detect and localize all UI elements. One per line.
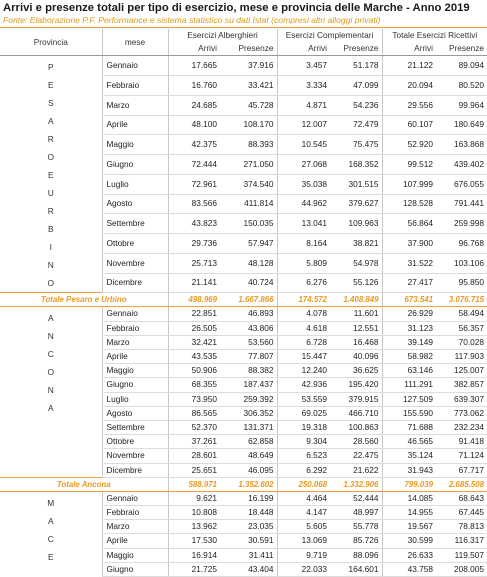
arrivi-cell: 3.457 [277, 56, 330, 76]
arrivi-cell: 16.914 [168, 548, 220, 562]
presenze-cell: 95.850 [436, 273, 487, 293]
presenze-cell: 58.494 [436, 307, 487, 321]
presenze-cell: 411.814 [220, 194, 277, 214]
arrivi-cell: 43.535 [168, 350, 220, 364]
month-cell: Agosto [102, 406, 168, 420]
arrivi-cell: 53.559 [277, 392, 330, 406]
arrivi-cell: 22.851 [168, 307, 220, 321]
presenze-cell: 131.371 [220, 421, 277, 435]
arrivi-cell: 12.007 [277, 115, 330, 135]
presenze-cell: 28.560 [330, 435, 382, 449]
presenze-cell: 30.591 [220, 534, 277, 548]
total-cell: 2.685.508 [436, 477, 487, 491]
presenze-cell: 89.094 [436, 56, 487, 76]
arrivi-cell: 155.590 [382, 406, 436, 420]
arrivi-cell: 37.261 [168, 435, 220, 449]
presenze-cell: 119.507 [436, 548, 487, 562]
month-cell: Agosto [102, 194, 168, 214]
presenze-cell: 108.170 [220, 115, 277, 135]
presenze-cell: 31.411 [220, 548, 277, 562]
presenze-cell: 40.096 [330, 350, 382, 364]
arrivi-cell: 35.038 [277, 174, 330, 194]
month-cell: Settembre [102, 421, 168, 435]
month-cell: Maggio [102, 548, 168, 562]
arrivi-cell: 27.417 [382, 273, 436, 293]
arrivi-cell: 43.823 [168, 214, 220, 234]
arrivi-cell: 4.464 [277, 491, 330, 505]
presenze-cell: 168.352 [330, 155, 382, 175]
presenze-cell: 43.806 [220, 321, 277, 335]
presenze-cell: 109.963 [330, 214, 382, 234]
arrivi-cell: 21.141 [168, 273, 220, 293]
presenze-cell: 379.915 [330, 392, 382, 406]
arrivi-cell: 13.041 [277, 214, 330, 234]
presenze-cell: 77.807 [220, 350, 277, 364]
presenze-cell: 379.627 [330, 194, 382, 214]
arrivi-cell: 37.900 [382, 234, 436, 254]
month-cell: Gennaio [102, 307, 168, 321]
table-row [0, 307, 487, 321]
presenze-cell: 16.199 [220, 491, 277, 505]
presenze-cell: 67.717 [436, 463, 487, 477]
header-arrivi: Arrivi [382, 42, 436, 56]
table-row [0, 491, 487, 505]
month-cell: Aprile [102, 534, 168, 548]
province-letter: N [47, 260, 54, 271]
province-letter: R [47, 134, 54, 145]
month-cell: Luglio [102, 174, 168, 194]
arrivi-cell: 31.522 [382, 253, 436, 273]
arrivi-cell: 68.355 [168, 378, 220, 392]
presenze-cell: 55.126 [330, 273, 382, 293]
presenze-cell: 382.857 [436, 378, 487, 392]
arrivi-cell: 17.665 [168, 56, 220, 76]
month-cell: Febbraio [102, 321, 168, 335]
total-cell: 250.068 [277, 477, 330, 491]
presenze-cell: 51.178 [330, 56, 382, 76]
arrivi-cell: 52.370 [168, 421, 220, 435]
presenze-cell: 33.421 [220, 76, 277, 96]
province-letter: E [47, 170, 54, 181]
presenze-cell: 71.124 [436, 449, 487, 463]
presenze-cell: 164.601 [330, 562, 382, 576]
arrivi-cell: 56.864 [382, 214, 436, 234]
presenze-cell: 23.035 [220, 520, 277, 534]
province-letter: A [47, 116, 54, 127]
arrivi-cell: 6.523 [277, 449, 330, 463]
month-cell: Giugno [102, 155, 168, 175]
presenze-cell: 68.643 [436, 491, 487, 505]
month-cell: Dicembre [102, 463, 168, 477]
presenze-cell: 11.601 [330, 307, 382, 321]
arrivi-cell: 44.962 [277, 194, 330, 214]
arrivi-cell: 32.421 [168, 335, 220, 349]
month-cell: Ottobre [102, 435, 168, 449]
province-label [0, 307, 102, 477]
header-presenze: Presenze [436, 42, 487, 56]
total-cell: 174.572 [277, 293, 330, 307]
divider [0, 27, 487, 28]
arrivi-cell: 43.758 [382, 562, 436, 576]
presenze-cell: 374.540 [220, 174, 277, 194]
header-provincia: Provincia [0, 29, 102, 56]
month-cell: Luglio [102, 392, 168, 406]
arrivi-cell: 42.936 [277, 378, 330, 392]
presenze-cell: 48.997 [330, 506, 382, 520]
presenze-cell: 46.095 [220, 463, 277, 477]
month-cell: Gennaio [102, 491, 168, 505]
arrivi-cell: 4.078 [277, 307, 330, 321]
arrivi-cell: 60.107 [382, 115, 436, 135]
arrivi-cell: 111.291 [382, 378, 436, 392]
header-group-totale: Totale Esercizi Ricettivi [382, 29, 487, 42]
province-letter: P [47, 62, 54, 73]
presenze-cell: 21.622 [330, 463, 382, 477]
arrivi-cell: 29.556 [382, 95, 436, 115]
arrivi-cell: 25.713 [168, 253, 220, 273]
presenze-cell: 208.005 [436, 562, 487, 576]
arrivi-cell: 14.955 [382, 506, 436, 520]
presenze-cell: 88.393 [220, 135, 277, 155]
arrivi-cell: 107.999 [382, 174, 436, 194]
arrivi-cell: 9.621 [168, 491, 220, 505]
presenze-cell: 48.128 [220, 253, 277, 273]
presenze-cell: 187.437 [220, 378, 277, 392]
province-label [0, 491, 102, 576]
arrivi-cell: 20.094 [382, 76, 436, 96]
arrivi-cell: 24.685 [168, 95, 220, 115]
province-letter: I [49, 242, 52, 253]
total-row [0, 477, 487, 491]
month-cell: Dicembre [102, 273, 168, 293]
presenze-cell: 676.055 [436, 174, 487, 194]
arrivi-cell: 16.760 [168, 76, 220, 96]
arrivi-cell: 69.025 [277, 406, 330, 420]
arrivi-cell: 99.512 [382, 155, 436, 175]
presenze-cell: 43.404 [220, 562, 277, 576]
arrivi-cell: 72.961 [168, 174, 220, 194]
arrivi-cell: 48.100 [168, 115, 220, 135]
presenze-cell: 67.445 [436, 506, 487, 520]
presenze-cell: 70.028 [436, 335, 487, 349]
presenze-cell: 301.515 [330, 174, 382, 194]
arrivi-cell: 22.033 [277, 562, 330, 576]
province-letter: U [47, 188, 54, 199]
presenze-cell: 54.978 [330, 253, 382, 273]
presenze-cell: 125.007 [436, 364, 487, 378]
total-label: Totale Pesaro e Urbino [0, 293, 168, 307]
province-letter: A [47, 313, 54, 324]
presenze-cell: 57.947 [220, 234, 277, 254]
arrivi-cell: 21.725 [168, 562, 220, 576]
presenze-cell: 85.726 [330, 534, 382, 548]
arrivi-cell: 9.719 [277, 548, 330, 562]
presenze-cell: 88.096 [330, 548, 382, 562]
arrivi-cell: 10.545 [277, 135, 330, 155]
arrivi-cell: 5.809 [277, 253, 330, 273]
arrivi-cell: 26.633 [382, 548, 436, 562]
presenze-cell: 117.903 [436, 350, 487, 364]
arrivi-cell: 25.651 [168, 463, 220, 477]
presenze-cell: 36.625 [330, 364, 382, 378]
arrivi-cell: 42.375 [168, 135, 220, 155]
province-letter: O [47, 278, 54, 289]
presenze-cell: 195.420 [330, 378, 382, 392]
presenze-cell: 259.998 [436, 214, 487, 234]
month-cell: Aprile [102, 115, 168, 135]
province-letter: M [47, 497, 55, 508]
province-letter: C [47, 533, 54, 544]
arrivi-cell: 9.304 [277, 435, 330, 449]
arrivi-cell: 27.068 [277, 155, 330, 175]
arrivi-cell: 26.505 [168, 321, 220, 335]
province-letter: S [47, 98, 54, 109]
header-arrivi: Arrivi [168, 42, 220, 56]
month-cell: Novembre [102, 253, 168, 273]
presenze-cell: 72.479 [330, 115, 382, 135]
month-cell: Novembre [102, 449, 168, 463]
presenze-cell: 12.551 [330, 321, 382, 335]
source-note: Fonte: Elaborazione P.F. Performance e sistema statistico su dati Istat (compresi altri alloggi privati) [3, 15, 381, 25]
total-cell: 1.352.602 [220, 477, 277, 491]
arrivi-cell: 73.950 [168, 392, 220, 406]
header-presenze: Presenze [330, 42, 382, 56]
arrivi-cell: 30.599 [382, 534, 436, 548]
arrivi-cell: 4.871 [277, 95, 330, 115]
presenze-cell: 439.402 [436, 155, 487, 175]
data-table [0, 29, 487, 577]
total-cell: 3.076.715 [436, 293, 487, 307]
arrivi-cell: 6.728 [277, 335, 330, 349]
header-group-alberghieri: Esercizi Alberghieri [168, 29, 277, 42]
province-letter: O [47, 152, 54, 163]
presenze-cell: 100.863 [330, 421, 382, 435]
presenze-cell: 45.728 [220, 95, 277, 115]
arrivi-cell: 31.123 [382, 321, 436, 335]
presenze-cell: 271.050 [220, 155, 277, 175]
arrivi-cell: 10.808 [168, 506, 220, 520]
presenze-cell: 639.307 [436, 392, 487, 406]
month-cell: Maggio [102, 364, 168, 378]
month-cell: Ottobre [102, 234, 168, 254]
presenze-cell: 91.418 [436, 435, 487, 449]
month-cell: Aprile [102, 350, 168, 364]
presenze-cell: 96.768 [436, 234, 487, 254]
presenze-cell: 116.317 [436, 534, 487, 548]
total-row [0, 293, 487, 307]
arrivi-cell: 21.122 [382, 56, 436, 76]
arrivi-cell: 46.565 [382, 435, 436, 449]
arrivi-cell: 83.566 [168, 194, 220, 214]
total-cell: 673.541 [382, 293, 436, 307]
presenze-cell: 47.099 [330, 76, 382, 96]
presenze-cell: 80.520 [436, 76, 487, 96]
province-letter: A [47, 515, 54, 526]
presenze-cell: 38.821 [330, 234, 382, 254]
province-letter: E [47, 80, 54, 91]
presenze-cell: 306.352 [220, 406, 277, 420]
month-cell: Febbraio [102, 506, 168, 520]
arrivi-cell: 128.528 [382, 194, 436, 214]
arrivi-cell: 14.085 [382, 491, 436, 505]
month-cell: Marzo [102, 520, 168, 534]
presenze-cell: 54.236 [330, 95, 382, 115]
province-letter: N [47, 331, 54, 342]
total-cell: 1.408.849 [330, 293, 382, 307]
province-letter: A [47, 403, 54, 414]
province-letter: O [47, 367, 54, 378]
arrivi-cell: 50.906 [168, 364, 220, 378]
arrivi-cell: 39.149 [382, 335, 436, 349]
presenze-cell: 62.858 [220, 435, 277, 449]
total-cell: 799.039 [382, 477, 436, 491]
arrivi-cell: 6.292 [277, 463, 330, 477]
arrivi-cell: 31.943 [382, 463, 436, 477]
presenze-cell: 163.868 [436, 135, 487, 155]
presenze-cell: 56.357 [436, 321, 487, 335]
arrivi-cell: 12.240 [277, 364, 330, 378]
page-title: Arrivi e presenze totali per tipo di esercizio, mese e provincia delle Marche - Anno 2019 [3, 2, 470, 14]
arrivi-cell: 35.124 [382, 449, 436, 463]
arrivi-cell: 71.688 [382, 421, 436, 435]
arrivi-cell: 15.447 [277, 350, 330, 364]
month-cell: Marzo [102, 335, 168, 349]
presenze-cell: 22.475 [330, 449, 382, 463]
presenze-cell: 99.964 [436, 95, 487, 115]
header-presenze: Presenze [220, 42, 277, 56]
arrivi-cell: 6.276 [277, 273, 330, 293]
header-group-complementari: Esercizi Complementari [277, 29, 382, 42]
presenze-cell: 16.468 [330, 335, 382, 349]
arrivi-cell: 52.920 [382, 135, 436, 155]
month-cell: Febbraio [102, 76, 168, 96]
arrivi-cell: 29.736 [168, 234, 220, 254]
province-letter: N [47, 385, 54, 396]
arrivi-cell: 127.509 [382, 392, 436, 406]
presenze-cell: 88.382 [220, 364, 277, 378]
arrivi-cell: 13.962 [168, 520, 220, 534]
presenze-cell: 466.710 [330, 406, 382, 420]
arrivi-cell: 28.601 [168, 449, 220, 463]
table-row [0, 56, 487, 76]
presenze-cell: 103.106 [436, 253, 487, 273]
presenze-cell: 18.448 [220, 506, 277, 520]
total-cell: 498.969 [168, 293, 220, 307]
presenze-cell: 78.813 [436, 520, 487, 534]
presenze-cell: 150.035 [220, 214, 277, 234]
presenze-cell: 40.724 [220, 273, 277, 293]
month-cell: Maggio [102, 135, 168, 155]
presenze-cell: 55.778 [330, 520, 382, 534]
month-cell: Giugno [102, 562, 168, 576]
month-cell: Marzo [102, 95, 168, 115]
presenze-cell: 53.560 [220, 335, 277, 349]
arrivi-cell: 4.618 [277, 321, 330, 335]
presenze-cell: 791.441 [436, 194, 487, 214]
presenze-cell: 232.234 [436, 421, 487, 435]
arrivi-cell: 4.147 [277, 506, 330, 520]
arrivi-cell: 26.929 [382, 307, 436, 321]
arrivi-cell: 72.444 [168, 155, 220, 175]
month-cell: Gennaio [102, 56, 168, 76]
arrivi-cell: 3.334 [277, 76, 330, 96]
header-mese: mese [102, 29, 168, 56]
arrivi-cell: 86.565 [168, 406, 220, 420]
arrivi-cell: 8.164 [277, 234, 330, 254]
province-letter: C [47, 349, 54, 360]
arrivi-cell: 19.567 [382, 520, 436, 534]
total-cell: 588.971 [168, 477, 220, 491]
arrivi-cell: 5.605 [277, 520, 330, 534]
total-cell: 1.332.906 [330, 477, 382, 491]
presenze-cell: 773.062 [436, 406, 487, 420]
presenze-cell: 37.916 [220, 56, 277, 76]
province-letter: B [47, 224, 54, 235]
presenze-cell: 52.444 [330, 491, 382, 505]
presenze-cell: 75.475 [330, 135, 382, 155]
province-letter: E [47, 551, 54, 562]
header-arrivi: Arrivi [277, 42, 330, 56]
arrivi-cell: 13.069 [277, 534, 330, 548]
presenze-cell: 48.649 [220, 449, 277, 463]
total-label: Totale Ancona [0, 477, 168, 491]
presenze-cell: 259.392 [220, 392, 277, 406]
arrivi-cell: 63.146 [382, 364, 436, 378]
month-cell: Settembre [102, 214, 168, 234]
total-cell: 1.667.866 [220, 293, 277, 307]
arrivi-cell: 58.982 [382, 350, 436, 364]
arrivi-cell: 19.318 [277, 421, 330, 435]
province-label [0, 56, 102, 293]
province-letter: R [47, 206, 54, 217]
presenze-cell: 180.649 [436, 115, 487, 135]
month-cell: Giugno [102, 378, 168, 392]
arrivi-cell: 17.530 [168, 534, 220, 548]
presenze-cell: 46.893 [220, 307, 277, 321]
